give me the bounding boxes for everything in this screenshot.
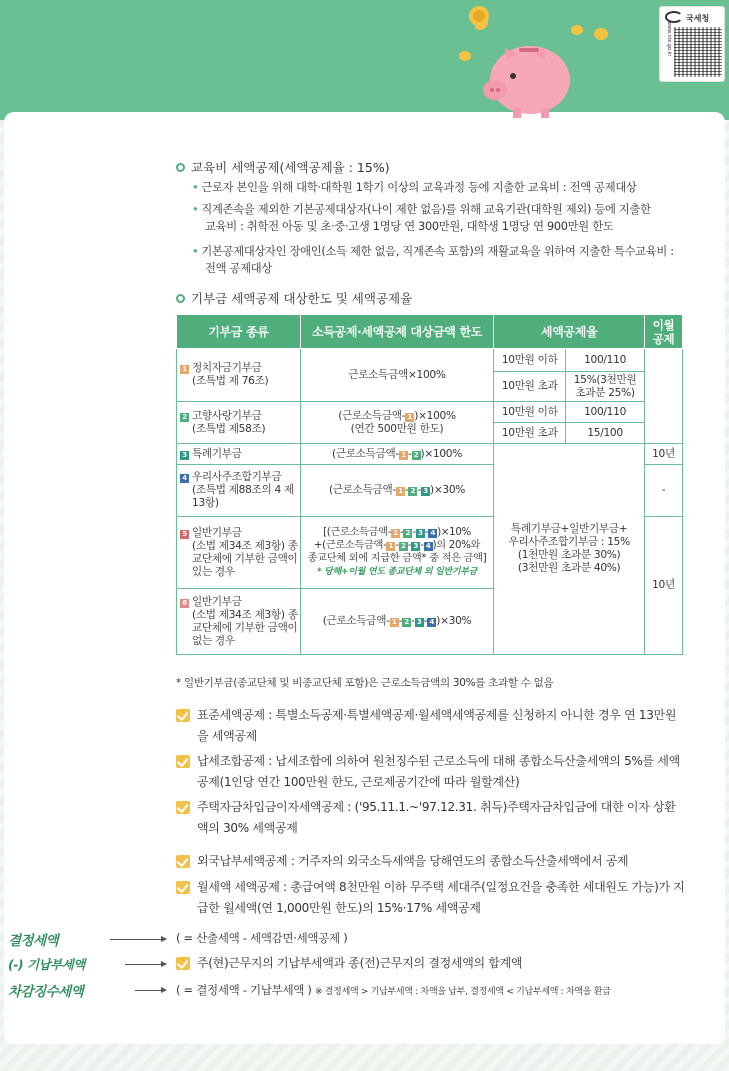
table-cell: (근로소득금액- 1 - 2 - 3 )×30% bbox=[300, 465, 494, 517]
header-band bbox=[0, 0, 729, 120]
table-cell: 15/100 bbox=[566, 423, 645, 444]
flow-formula-3: ( = 결정세액 - 기납부세액 ) ※ 결정세액 > 기납부세액 : 차액을 납부, 결정세액 < 기납부세액 : 차액을 환급 bbox=[176, 983, 611, 997]
table-cell: 4 우리사주조합기부금 (조특법 제88조의 4 제13항) bbox=[177, 465, 301, 517]
checkbox-icon bbox=[176, 881, 190, 894]
table-cell: 15%(3천만원 초과분 25%) bbox=[566, 372, 645, 402]
arrow-right-icon bbox=[125, 964, 166, 965]
checkbox-icon bbox=[176, 957, 190, 970]
table-cell: 10년 bbox=[645, 444, 683, 465]
table-cell bbox=[645, 349, 683, 444]
credit-item-1: 표준세액공제 : 특별소득공제·특별세액공제·월세액세액공제를 신청하지 아니한 경우 연 13만원을 세액공제 bbox=[176, 705, 686, 747]
piggy-bank-icon bbox=[475, 18, 585, 120]
donation-footnote: * 일반기부금(종교단체 및 비종교단체 포함)은 근로소득금액의 30%를 초과할 수 없음 bbox=[176, 677, 554, 689]
table-cell: 2 고향사랑기부금 (조특법 제58조) bbox=[177, 402, 301, 444]
table-cell: 10만원 초과 bbox=[494, 372, 566, 402]
table-cell: 근로소득금액×100% bbox=[300, 349, 494, 402]
coin-icon bbox=[458, 50, 472, 62]
checkbox-icon bbox=[176, 855, 190, 868]
flow-label-decided-tax: 결정세액 bbox=[8, 933, 59, 949]
table-cell: 100/110 bbox=[566, 349, 645, 372]
qr-code-box bbox=[659, 6, 725, 82]
arrow-right-icon bbox=[110, 939, 166, 940]
table-cell: 1 정치자금기부금 (조특법 제 76조) bbox=[177, 349, 301, 402]
table-cell: 3 특례기부금 bbox=[177, 444, 301, 465]
bullet-circle-icon bbox=[176, 294, 185, 303]
table-cell: (근로소득금액- 1 )×100% (연간 500만원 한도) bbox=[300, 402, 494, 444]
credit-item-3: 주택자금차입금이자세액공제 : ('95.11.1.~'97.12.31. 취득)주택자금차입금에 대한 이자 상환액의 30% 세액공제 bbox=[176, 797, 686, 839]
flow-formula-1: ( = 산출세액 - 세액감면·세액공제 ) bbox=[176, 931, 348, 945]
education-item-3: • 기본공제대상자인 장애인(소득 제한 없음, 직계존속 포함)의 재활교육을 위하여 지출한 특수교육비 : 전액 공제대상 bbox=[192, 245, 674, 275]
col-header: 기부금 종류 bbox=[177, 315, 301, 349]
qr-url: www.nts.go.kr bbox=[666, 21, 672, 57]
credit-item-4: 외국납부세액공제 : 거주자의 외국소득세액을 당해연도의 종합소득산출세액에서 공제 bbox=[176, 851, 686, 872]
credit-item-2: 납세조합공제 : 납세조합에 의하여 원천징수된 근로소득에 대해 종합소득산출세액의 5%를 세액공제(1인당 연간 100만원 한도, 근로제공기간에 따라 월할계산) bbox=[176, 751, 686, 793]
flow-label-prepaid-tax: (-) 기납부세액 bbox=[8, 957, 85, 972]
arrow-right-icon bbox=[135, 990, 166, 991]
bullet-circle-icon bbox=[176, 163, 185, 172]
donation-table bbox=[176, 314, 683, 655]
qr-code-icon[interactable] bbox=[674, 27, 722, 77]
col-header: 소득공제·세액공제 대상금액 한도 bbox=[300, 315, 494, 349]
table-cell: 5 일반기부금 (소법 제34조 제3항) 종교단체에 기부한 금액이 있는 경우 bbox=[177, 517, 301, 589]
table-cell: - bbox=[645, 465, 683, 517]
flow-label-net-tax: 차감징수세액 bbox=[8, 984, 84, 1000]
checkbox-icon bbox=[176, 709, 190, 722]
credit-item-5: 월세액 세액공제 : 총급여액 8천만원 이하 무주택 세대주(일정요건을 충족한 세대원도 가능)가 지급한 월세액(연 1,000만원 한도)의 15%·17% 세액공제 bbox=[176, 877, 686, 919]
table-cell: 특례기부금+일반기부금+ 우리사주조합기부금 : 15% (1천만원 초과분 30%) (3천만원 초과분 40%) bbox=[494, 444, 645, 655]
table-cell: 6 일반기부금 (소법 제34조 제3항) 종교단체에 기부한 금액이 없는 경우 bbox=[177, 589, 301, 655]
table-cell: 10만원 이하 bbox=[494, 402, 566, 423]
table-cell: 10만원 이하 bbox=[494, 349, 566, 372]
table-cell: (근로소득금액- 1 - 2 )×100% bbox=[300, 444, 494, 465]
table-cell: (근로소득금액- 1 - 2 - 3 - 4 )×30% bbox=[300, 589, 494, 655]
donation-title: 기부금 세액공제 대상한도 및 세액공제율 bbox=[176, 289, 412, 307]
checkbox-icon bbox=[176, 755, 190, 768]
coin-icon bbox=[593, 27, 609, 41]
table-cell: 10년 bbox=[645, 517, 683, 655]
coin-icon bbox=[468, 5, 490, 27]
table-cell: 100/110 bbox=[566, 402, 645, 423]
col-header: 세액공제율 bbox=[494, 315, 645, 349]
qr-title: 국세청 bbox=[686, 14, 710, 23]
education-title: 교육비 세액공제(세액공제율 : 15%) bbox=[176, 158, 390, 176]
table-cell: 10만원 초과 bbox=[494, 423, 566, 444]
flow-formula-2: 주(현)근무지의 기납부세액과 종(전)근무지의 결정세액의 합계액 bbox=[176, 953, 696, 974]
education-item-2: • 직계존속을 제외한 기본공제대상자(나이 제한 없음)를 위해 교육기관(대학원 제외) 등에 지출한 교육비 : 취학전 아동 및 초·중·고생 1명당 연 300만원, 대학생 1명당 연 900만원 한도 bbox=[192, 203, 651, 233]
checkbox-icon bbox=[176, 801, 190, 814]
table-cell: [(근로소득금액- 1 - 2 - 3 - 4 )×10% +(근로소득금액- 1 - 2 - 3 - 4 )의 20%와 종교단체 외에 지급한 금액* 중 적은 금액] * 당해+이월 연도 종교단체 외 일반기부금 bbox=[300, 517, 494, 589]
col-header: 이월 공제 bbox=[645, 315, 683, 349]
education-item-1: • 근로자 본인을 위해 대학·대학원 1학기 이상의 교육과정 등에 지출한 교육비 : 전액 공제대상 bbox=[192, 181, 637, 194]
